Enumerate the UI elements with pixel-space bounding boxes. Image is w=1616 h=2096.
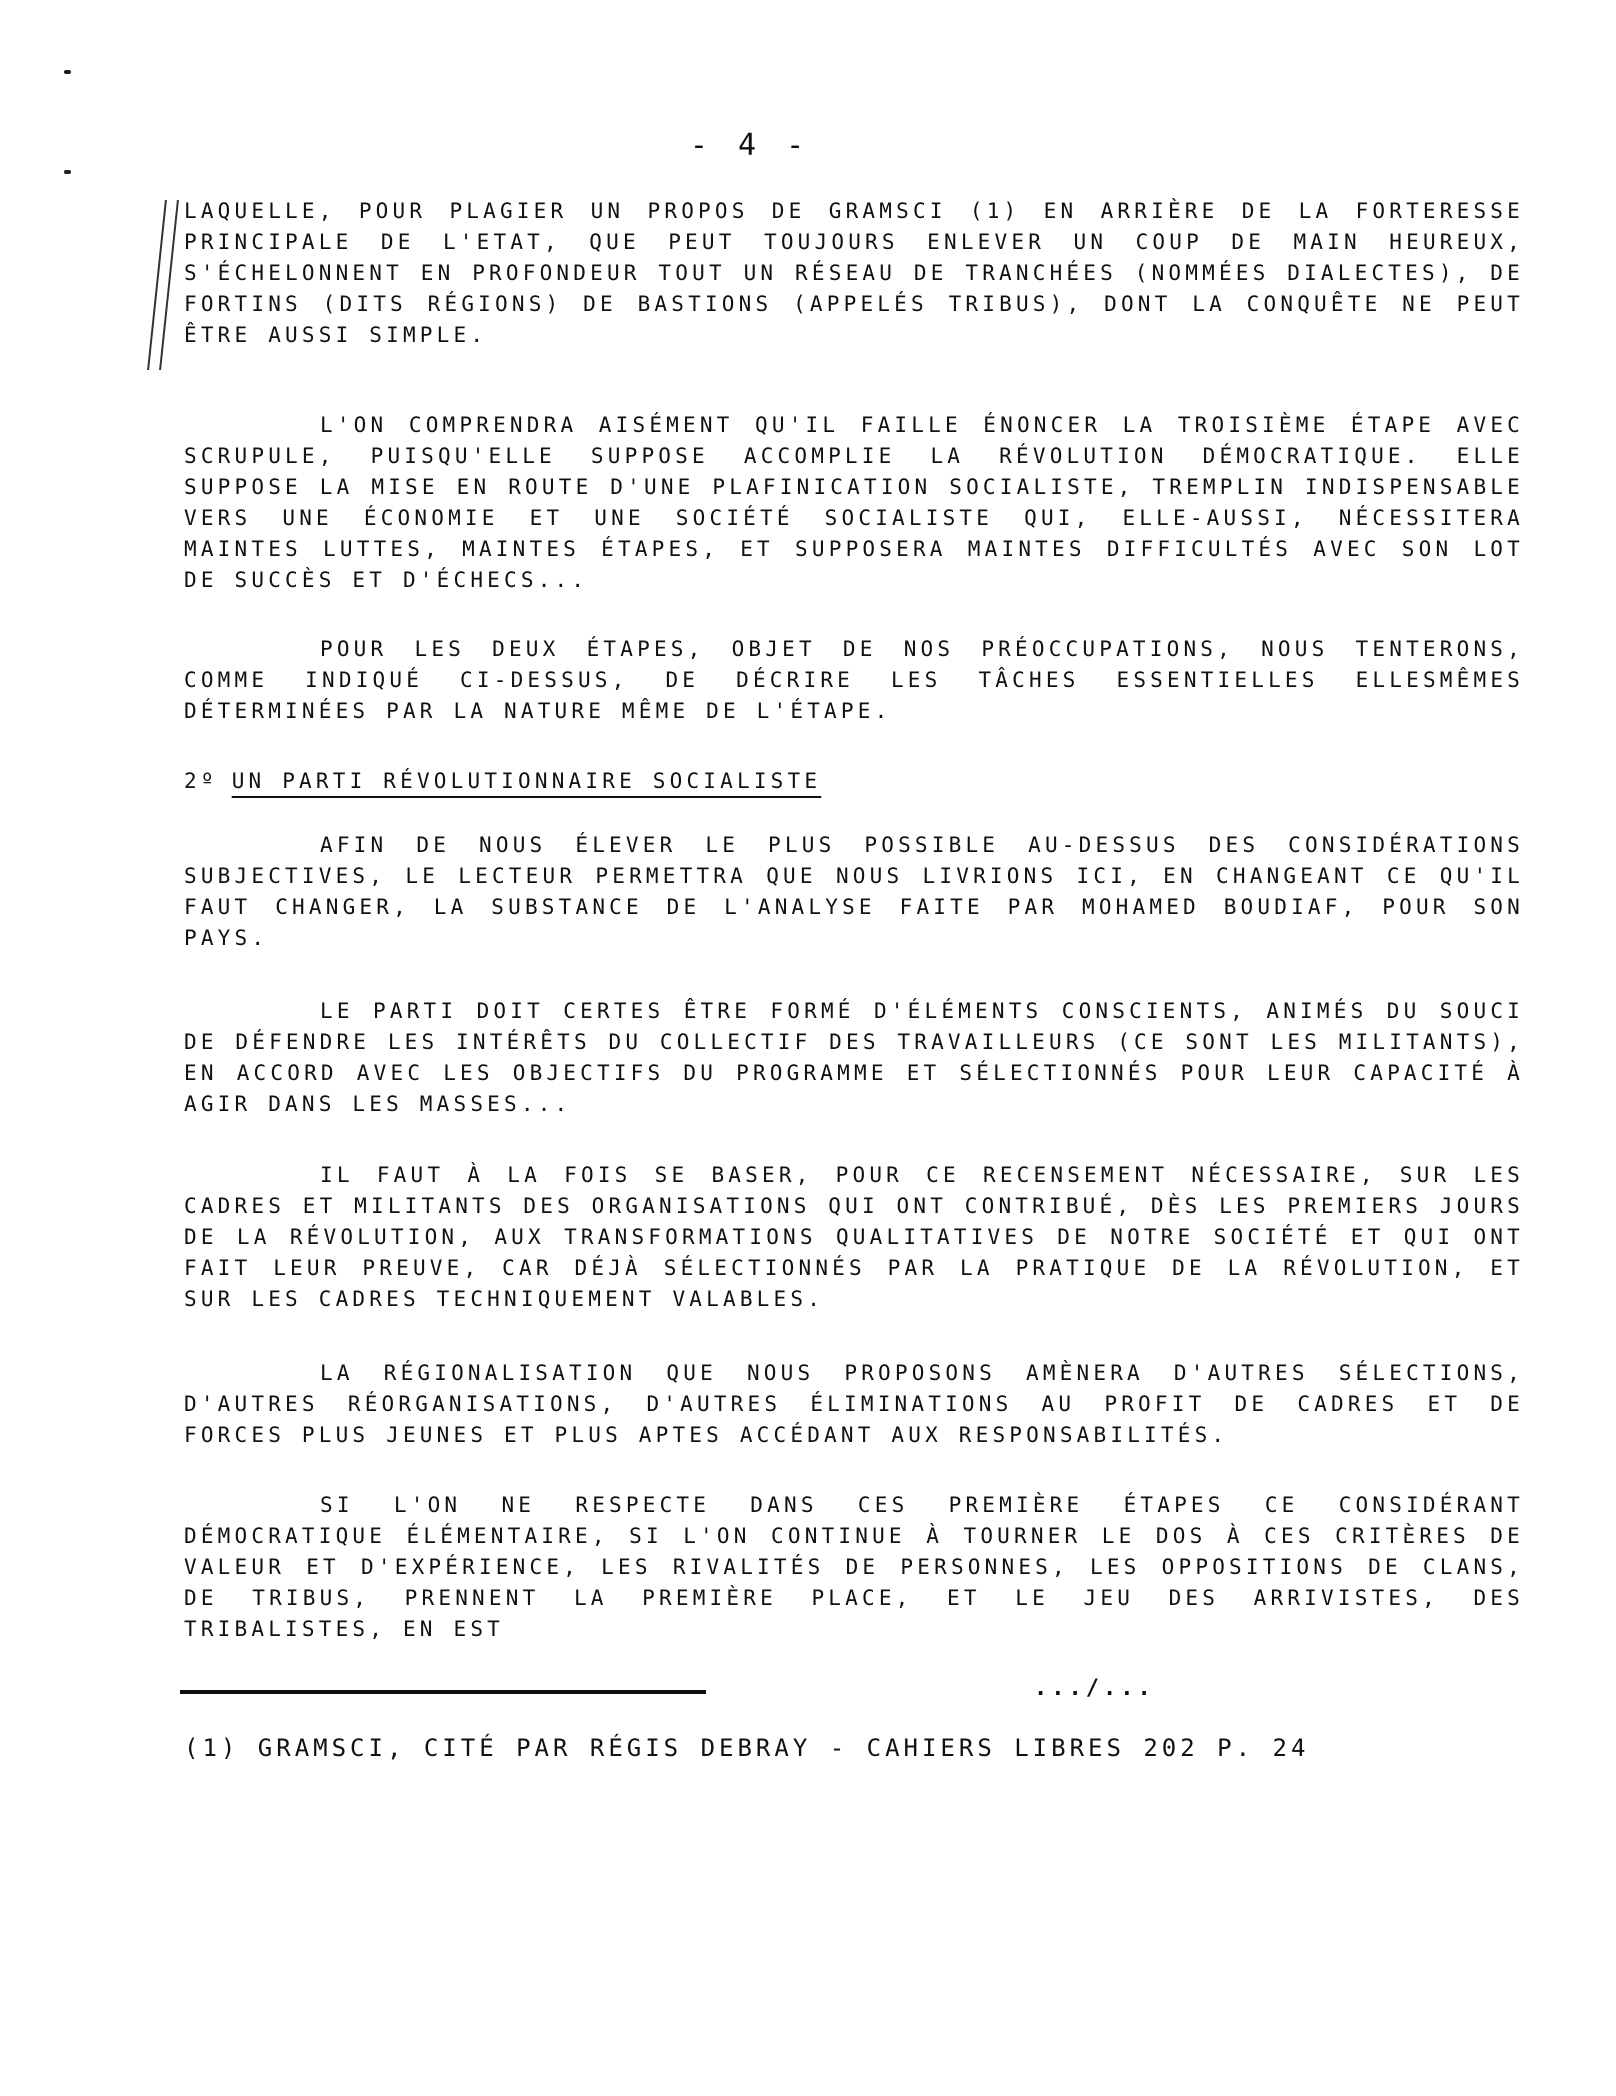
opening-paragraph: LAQUELLE, POUR PLAGIER UN PROPOS DE GRAMSCI (1) EN ARRIÈRE DE LA FORTERESSE PRINCIPALE DE L'ETAT, QUE PEUT TOUJOURS ENLEVER UN COUP DE MAIN HEUREUX, S'ÉCHELONNENT EN PROFONDEUR TOUT UN RÉSEAU DE TRANCHÉES (NOMMÉES DIALECTES), DE FORTINS (DITS RÉGIONS) DE BASTIONS (APPELÉS TRIBUS), DONT LA CONQUÊTE NE PEUT ÊTRE AUSSI SIMPLE.	[184, 199, 1524, 347]
paragraph-democratic-criteria: SI L'ON NE RESPECTE DANS CES PREMIÈRE ÉTAPES CE CONSIDÉRANT DÉMOCRATIQUE ÉLÉMENTAIRE, SI L'ON CONTINUE À TOURNER LE DOS À CES CRITÈRES DE VALEUR ET D'EXPÉRIENCE, LES RIVALITÉS DE PERSONNES, LES OPPOSITIONS DE CLANS, DE TRIBUS, PRENNENT LA PREMIÈRE PLACE, ET LE JEU DES ARRIVISTES, DES TRIBALISTES, EN EST	[184, 1493, 1524, 1641]
section-number: 2º	[184, 769, 218, 793]
opening-paragraph-block	[184, 196, 1524, 351]
paragraph-party-members: LE PARTI DOIT CERTES ÊTRE FORMÉ D'ÉLÉMENTS CONSCIENTS, ANIMÉS DU SOUCI DE DÉFENDRE LES INTÉRÊTS DU COLLECTIF DES TRAVAILLEURS (CE SONT LES MILITANTS), EN ACCORD AVEC LES OBJECTIFS DU PROGRAMME ET SÉLECTIONNÉS POUR LEUR CAPACITÉ À AGIR DANS LES MASSES...	[184, 999, 1524, 1116]
paragraph-regionalisation: LA RÉGIONALISATION QUE NOUS PROPOSONS AMÈNERA D'AUTRES SÉLECTIONS, D'AUTRES RÉORGANISATIONS, D'AUTRES ÉLIMINATIONS AU PROFIT DE CADRES ET DE FORCES PLUS JEUNES ET PLUS APTES ACCÉDANT AUX RESPONSABILITÉS.	[184, 1361, 1524, 1447]
paragraph-recruitment-basis: IL FAUT À LA FOIS SE BASER, POUR CE RECENSEMENT NÉCESSAIRE, SUR LES CADRES ET MILITANTS DES ORGANISATIONS QUI ONT CONTRIBUÉ, DÈS LES PREMIERS JOURS DE LA RÉVOLUTION, AUX TRANSFORMATIONS QUALITATIVES DE NOTRE SOCIÉTÉ ET QUI ONT FAIT LEUR PREUVE, CAR DÉJÀ SÉLECTIONNÉS PAR LA PRATIQUE DE LA RÉVOLUTION, ET SUR LES CADRES TECHNIQUEMENT VALABLES.	[184, 1163, 1524, 1311]
footnote: (1) GRAMSCI, CITÉ PAR RÉGIS DEBRAY - CAHIERS LIBRES 202 P. 24	[184, 1734, 1310, 1762]
section-title: UN PARTI RÉVOLUTIONNAIRE SOCIALISTE	[231, 769, 822, 793]
footnote-rule	[180, 1690, 706, 1694]
margin-mark	[64, 70, 71, 74]
paragraph-boudiaf-analysis: AFIN DE NOUS ÉLEVER LE PLUS POSSIBLE AU-DESSUS DES CONSIDÉRATIONS SUBJECTIVES, LE LECTEUR PERMETTRA QUE NOUS LIVRIONS ICI, EN CHANGEANT CE QU'IL FAUT CHANGER, LA SUBSTANCE DE L'ANALYSE FAITE PAR MOHAMED BOUDIAF, POUR SON PAYS.	[184, 833, 1524, 950]
paragraph-two-stages: POUR LES DEUX ÉTAPES, OBJET DE NOS PRÉOCCUPATIONS, NOUS TENTERONS, COMME INDIQUÉ CI-DESSUS, DE DÉCRIRE LES TÂCHES ESSENTIELLES ELLESMÊMES DÉTERMINÉES PAR LA NATURE MÊME DE L'ÉTAPE.	[184, 637, 1524, 723]
margin-sidelining	[148, 200, 188, 370]
section-heading	[184, 766, 821, 797]
continuation-mark: .../...	[1034, 1676, 1155, 1701]
page-number: - 4 -	[689, 128, 811, 163]
margin-mark	[64, 170, 71, 174]
paragraph-third-stage: L'ON COMPRENDRA AISÉMENT QU'IL FAILLE ÉNONCER LA TROISIÈME ÉTAPE AVEC SCRUPULE, PUISQU'ELLE SUPPOSE ACCOMPLIE LA RÉVOLUTION DÉMOCRATIQUE. ELLE SUPPOSE LA MISE EN ROUTE D'UNE PLAFINICATION SOCIALISTE, TREMPLIN INDISPENSABLE VERS UNE ÉCONOMIE ET UNE SOCIÉTÉ SOCIALISTE QUI, ELLE-AUSSI, NÉCESSITERA MAINTES LUTTES, MAINTES ÉTAPES, ET SUPPOSERA MAINTES DIFFICULTÉS AVEC SON LOT DE SUCCÈS ET D'ÉCHECS...	[184, 413, 1524, 592]
